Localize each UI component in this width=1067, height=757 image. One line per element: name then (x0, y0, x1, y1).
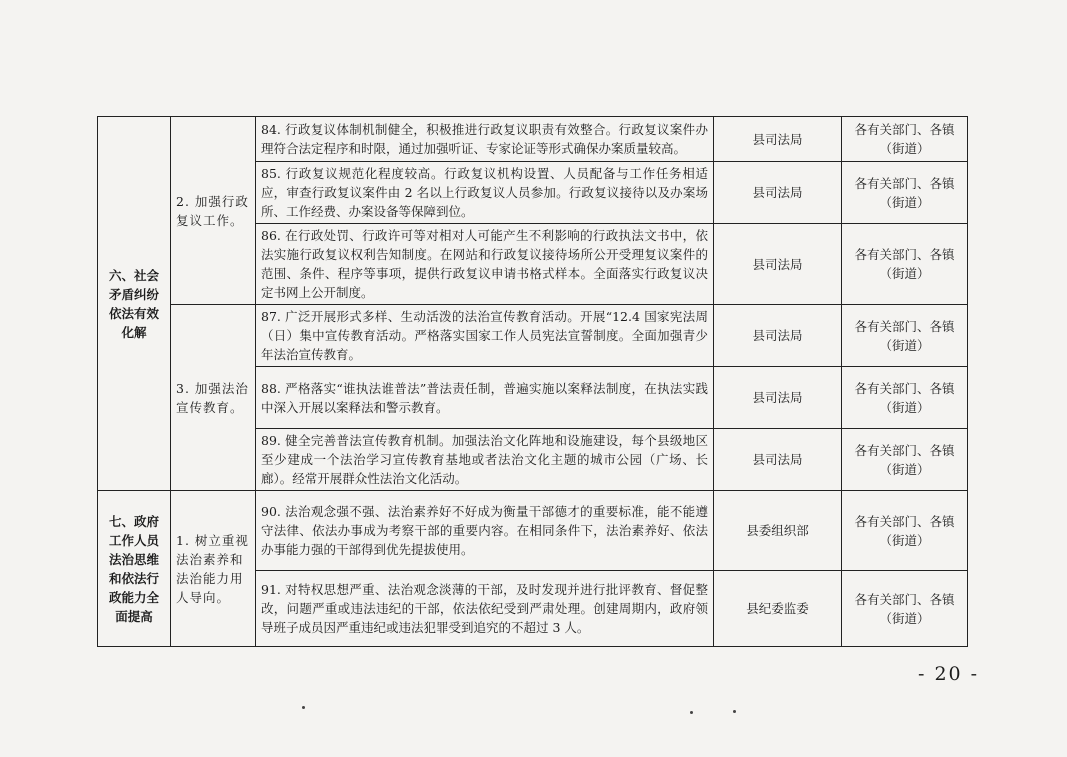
lead-department: 县司法局 (714, 367, 842, 429)
lead-department: 县司法局 (714, 117, 842, 162)
lead-department: 县纪委监委 (714, 571, 842, 647)
task-item: 84. 行政复议体制机制健全，积极推进行政复议职责有效整合。行政复议案件办理符合法定程序和时限，通过加强听证、专家论证等形式确保办案质量较高。 (256, 117, 714, 162)
lead-department: 县司法局 (714, 224, 842, 305)
scan-speck (690, 711, 693, 714)
table-row (98, 305, 968, 367)
cooperating-departments: 各有关部门、各镇（街道） (842, 571, 968, 647)
cooperating-departments: 各有关部门、各镇（街道） (842, 162, 968, 224)
task-item: 88. 严格落实“谁执法谁普法”普法责任制，普遍实施以案释法制度，在执法实践中深入开展以案释法和警示教育。 (256, 367, 714, 429)
task-table (97, 116, 968, 647)
subcategory-cell: 2. 加强行政复议工作。 (171, 117, 256, 305)
scan-speck (302, 706, 305, 709)
page-number: - 20 - (918, 663, 980, 685)
category-cell: 七、政府工作人员法治思维和依法行政能力全面提高 (98, 491, 171, 647)
category-cell: 六、社会矛盾纠纷依法有效化解 (98, 117, 171, 491)
lead-department: 县司法局 (714, 429, 842, 491)
task-item: 85. 行政复议规范化程度较高。行政复议机构设置、人员配备与工作任务相适应，审查行政复议案件由 2 名以上行政复议人员参加。行政复议接待以及办案场所、工作经费、办案设备等保障到位。 (256, 162, 714, 224)
lead-department: 县司法局 (714, 162, 842, 224)
subcategory-cell: 3. 加强法治宣传教育。 (171, 305, 256, 491)
lead-department: 县司法局 (714, 305, 842, 367)
table-row (98, 491, 968, 571)
cooperating-departments: 各有关部门、各镇（街道） (842, 224, 968, 305)
task-item: 87. 广泛开展形式多样、生动活泼的法治宣传教育活动。开展“12.4 国家宪法周（日）集中宣传教育活动。严格落实国家工作人员宪法宣誓制度。全面加强青少年法治宣传教育。 (256, 305, 714, 367)
task-item: 90. 法治观念强不强、法治素养好不好成为衡量干部德才的重要标准，能不能遵守法律、依法办事成为考察干部的重要内容。在相同条件下，法治素养好、依法办事能力强的干部得到优先提拔使用。 (256, 491, 714, 571)
cooperating-departments: 各有关部门、各镇（街道） (842, 491, 968, 571)
cooperating-departments: 各有关部门、各镇（街道） (842, 429, 968, 491)
task-item: 86. 在行政处罚、行政许可等对相对人可能产生不利影响的行政执法文书中，依法实施行政复议权利告知制度。在网站和行政复议接待场所公开受理复议案件的范围、条件、程序等事项，提供行政复议申请书格式样本。全面落实行政复议决定书网上公开制度。 (256, 224, 714, 305)
task-item: 91. 对特权思想严重、法治观念淡薄的干部，及时发现并进行批评教育、督促整改，问题严重或违法违纪的干部，依法依纪受到严肃处理。创建周期内，政府领导班子成员因严重违纪或违法犯罪受到追究的不超过 3 人。 (256, 571, 714, 647)
cooperating-departments: 各有关部门、各镇（街道） (842, 367, 968, 429)
subcategory-cell: 1. 树立重视法治素养和法治能力用人导向。 (171, 491, 256, 647)
scan-speck (733, 710, 736, 713)
table-row (98, 117, 968, 162)
cooperating-departments: 各有关部门、各镇（街道） (842, 117, 968, 162)
cooperating-departments: 各有关部门、各镇（街道） (842, 305, 968, 367)
task-item: 89. 健全完善普法宣传教育机制。加强法治文化阵地和设施建设，每个县级地区至少建成一个法治学习宣传教育基地或者法治文化主题的城市公园（广场、长廊）。经常开展群众性法治文化活动。 (256, 429, 714, 491)
lead-department: 县委组织部 (714, 491, 842, 571)
